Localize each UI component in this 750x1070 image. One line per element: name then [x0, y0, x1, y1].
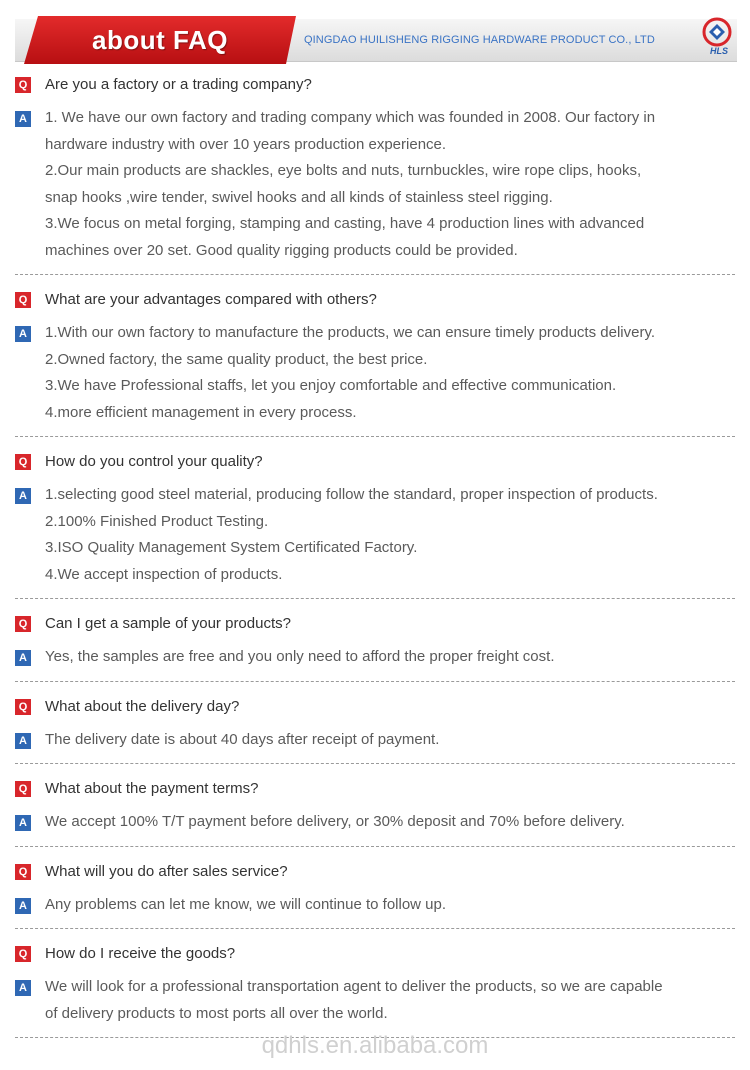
answer-line: machines over 20 set. Good quality rigging products could be provided.	[45, 241, 518, 259]
answer-text	[45, 809, 625, 836]
question-text: Can I get a sample of your products?	[45, 615, 291, 632]
answer-line: 4.more efficient management in every process.	[45, 403, 357, 421]
question-badge: Q	[15, 781, 31, 797]
answer-row	[15, 647, 735, 671]
faq-item	[0, 70, 750, 275]
question-badge: Q	[15, 946, 31, 962]
answer-badge: A	[15, 898, 31, 914]
answer-row	[15, 812, 735, 836]
answer-line: 4.We accept inspection of products.	[45, 565, 283, 583]
faq-item	[0, 437, 750, 599]
answer-line: 2.Our main products are shackles, eye bolts and nuts, turnbuckles, wire rope clips, hooks,	[45, 162, 642, 179]
answer-row	[15, 485, 735, 588]
header	[0, 0, 750, 66]
answer-line: The delivery date is about 40 days after receipt of payment.	[45, 730, 440, 748]
logo-text: HLS	[710, 46, 728, 56]
answer-line: 2.100% Finished Product Testing.	[45, 512, 269, 530]
question-text: What about the payment terms?	[45, 780, 259, 797]
answer-row	[15, 108, 735, 264]
company-name: QINGDAO HUILISHENG RIGGING HARDWARE PRODUCT CO., LTD	[304, 34, 655, 46]
answer-badge: A	[15, 815, 31, 831]
answer-line: 3.We focus on metal forging, stamping and casting, have 4 production lines with advanced	[45, 215, 645, 232]
answer-line: Yes, the samples are free and you only need to afford the proper freight cost.	[45, 648, 555, 665]
answer-text	[45, 727, 439, 754]
answer-badge: A	[15, 326, 31, 342]
answer-row	[15, 977, 735, 1027]
question-text: What about the delivery day?	[45, 697, 240, 715]
question-row	[15, 74, 735, 96]
faq-item	[0, 682, 750, 765]
question-text: What will you do after sales service?	[45, 862, 288, 880]
answer-line: 1.selecting good steel material, producing follow the standard, proper inspection of products.	[45, 486, 658, 503]
question-badge: Q	[15, 454, 31, 470]
answer-text	[45, 105, 655, 264]
answer-badge: A	[15, 488, 31, 504]
faq-list	[0, 70, 750, 1038]
question-text: How do I receive the goods?	[45, 945, 236, 962]
answer-line: 1.With our own factory to manufacture the products, we can ensure timely products delivery.	[45, 324, 656, 341]
answer-text	[45, 320, 655, 426]
answer-line: 3.ISO Quality Management System Certificated Factory.	[45, 539, 418, 556]
answer-badge: A	[15, 980, 31, 996]
question-row	[15, 778, 735, 800]
question-row	[15, 696, 735, 718]
answer-badge: A	[15, 111, 31, 127]
question-row	[15, 289, 735, 311]
watermark: qdhls.en.alibaba.com	[261, 1032, 489, 1059]
answer-line: 2.Owned factory, the same quality product, the best price.	[45, 350, 428, 368]
answer-line: of delivery products to most ports all over the world.	[45, 1004, 388, 1022]
question-row	[15, 943, 735, 965]
question-row	[15, 861, 735, 883]
question-row	[15, 451, 735, 473]
answer-line: We accept 100% T/T payment before delivery, or 30% deposit and 70% before delivery.	[45, 813, 625, 830]
answer-row	[15, 895, 735, 919]
faq-item	[0, 275, 750, 437]
answer-row	[15, 730, 735, 754]
question-text: What are your advantages compared with others?	[45, 291, 377, 308]
answer-badge: A	[15, 733, 31, 749]
answer-line: 3.We have Professional staffs, let you enjoy comfortable and effective communication.	[45, 377, 617, 394]
answer-row	[15, 323, 735, 426]
question-badge: Q	[15, 77, 31, 93]
answer-line: 1. We have our own factory and trading company which was founded in 2008. Our factory in	[45, 109, 656, 126]
faq-item	[0, 599, 750, 682]
answer-line: Any problems can let me know, we will continue to follow up.	[45, 895, 447, 913]
question-badge: Q	[15, 616, 31, 632]
answer-text	[45, 892, 446, 919]
answer-text	[45, 974, 663, 1027]
answer-line: We will look for a professional transportation agent to deliver the products, so we are capable	[45, 978, 663, 995]
question-text: How do you control your quality?	[45, 453, 263, 470]
faq-item	[0, 764, 750, 847]
question-row	[15, 613, 735, 635]
question-badge: Q	[15, 292, 31, 308]
question-badge: Q	[15, 864, 31, 880]
faq-item	[0, 929, 750, 1038]
answer-line: snap hooks ,wire tender, swivel hooks and all kinds of stainless steel rigging.	[45, 188, 553, 206]
answer-line: hardware industry with over 10 years production experience.	[45, 135, 447, 153]
answer-text	[45, 482, 658, 588]
question-badge: Q	[15, 699, 31, 715]
faq-item	[0, 847, 750, 930]
question-text: Are you a factory or a trading company?	[45, 76, 312, 93]
answer-badge: A	[15, 650, 31, 666]
answer-text	[45, 644, 555, 671]
page-title: about FAQ	[92, 25, 228, 55]
